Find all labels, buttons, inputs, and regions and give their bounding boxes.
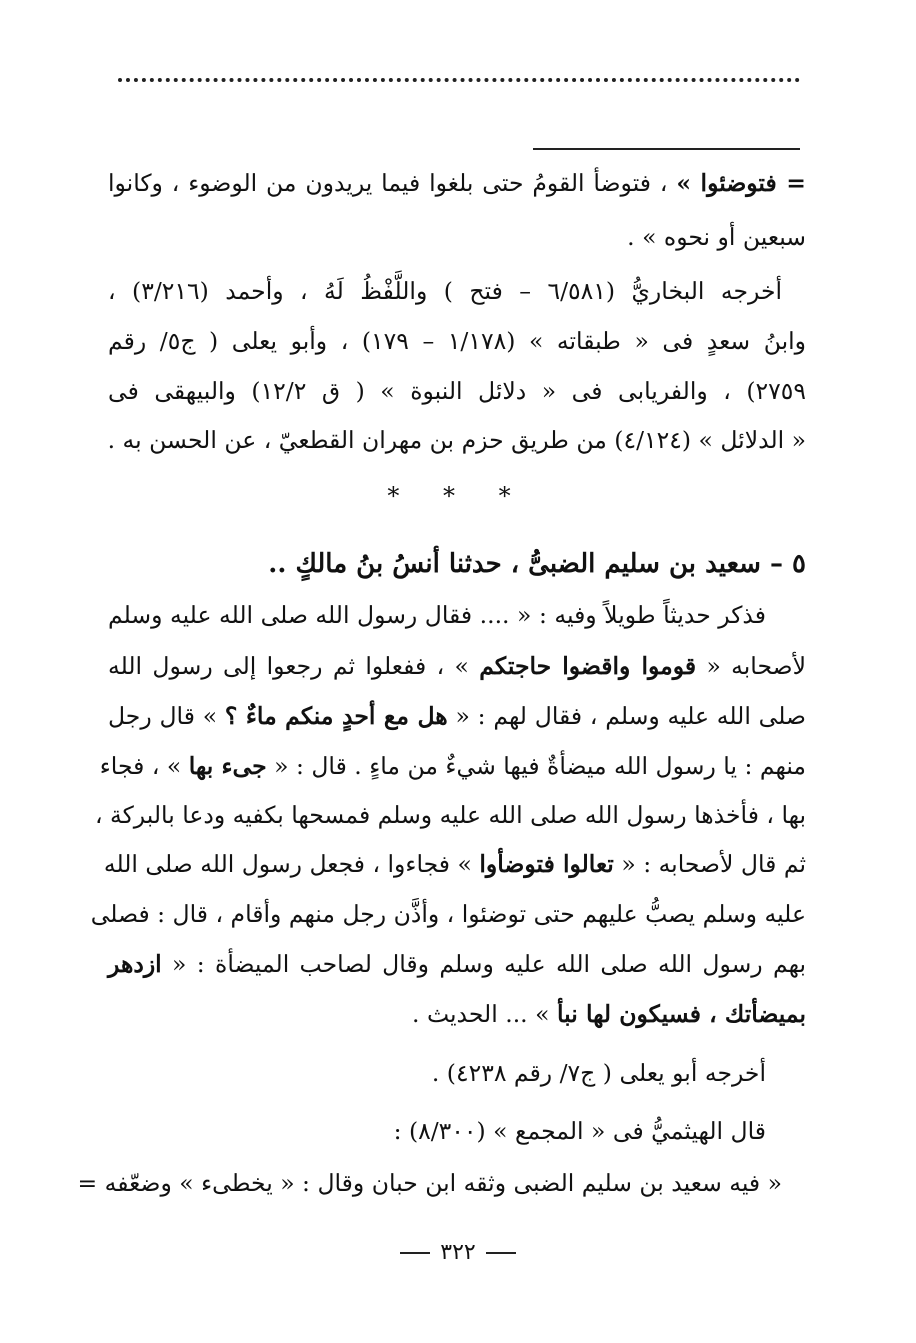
page-footer xyxy=(0,1240,916,1265)
commentary-line: قال الهيثميُّ فى « المجمع » (٨/٣٠٠) : xyxy=(393,1117,766,1145)
takhrij-line: وابنُ سعدٍ فى « طبقاته » (١/١٧٨ – ١٧٩) ، وأبو يعلى ( ج٥/ رقم xyxy=(108,327,806,355)
takhrij-line: « الدلائل » (٤/١٢٤) من طريق حزم بن مهران القطعيّ ، عن الحسن به . xyxy=(107,426,806,454)
body-line: ثم قال لأصحابه : « تعالوا فتوضأوا » فجاءوا ، فجعل رسول الله صلى الله xyxy=(103,850,806,878)
hadith-heading xyxy=(108,549,806,579)
quote-line: « فيه سعيد بن سليم الضبى وثقه ابن حبان وقال : « يخطىء » وضعّفه = xyxy=(77,1169,782,1197)
body-line: فذكر حديثاً طويلاً وفيه : « .... فقال رسول الله صلى الله عليه وسلم xyxy=(108,601,766,629)
section-separator: * * * xyxy=(387,482,529,510)
takhrij-line: أخرجه البخاريُّ (٦/٥٨١ – فتح ) واللَّفْظُ لَهُ ، وأحمد (٣/٢١٦) ، xyxy=(108,277,782,305)
body-line: بهم رسول الله صلى الله عليه وسلم وقال لصاحب الميضأة : « ازدهر xyxy=(108,950,806,978)
body-line: لأصحابه « قوموا واقضوا حاجتكم » ، ففعلوا ثم رجعوا إلى رسول الله xyxy=(108,652,806,680)
footer-dash xyxy=(400,1252,430,1254)
footer-dash xyxy=(486,1252,516,1254)
body-line: صلى الله عليه وسلم ، فقال لهم : « هل مع أحدٍ منكم ماءٌ ؟ » قال رجل xyxy=(108,702,806,730)
page-number: ٣٢٢ xyxy=(440,1240,476,1265)
takhrij-line: ٢٧٥٩) ، والفريابى فى « دلائل النبوة » ( ق ١٢/٢) والبيهقى فى xyxy=(108,377,806,405)
text-line: = فتوضئوا » ، فتوضأ القومُ حتى بلغوا فيما يريدون من الوضوء ، وكانوا xyxy=(108,169,806,197)
hadith-title: سعيد بن سليم الضبىُّ ، حدثنا أنسُ بنُ مالكٍ .. xyxy=(268,549,761,579)
footnote-rule xyxy=(533,148,800,150)
body-line: عليه وسلم يصبُّ عليهم حتى توضئوا ، وأذَّن رجل منهم وأقام ، قال : فصلى xyxy=(90,900,806,928)
takhrij-line: أخرجه أبو يعلى ( ج٧/ رقم ٤٢٣٨) . xyxy=(431,1059,766,1087)
dotted-top-rule xyxy=(118,78,800,82)
body-line: بميضأتك ، فسيكون لها نبأ » ... الحديث . xyxy=(412,1000,806,1028)
body-line: منهم : يا رسول الله ميضأةٌ فيها شيءٌ من ماءٍ . قال : « جىء بها » ، فجاء xyxy=(99,752,806,780)
hadith-number: ٥ – xyxy=(769,549,806,579)
body-line: بها ، فأخذها رسول الله صلى الله عليه وسلم فمسحها بكفيه ودعا بالبركة ، xyxy=(94,801,806,829)
text-line: سبعين أو نحوه » . xyxy=(627,223,806,251)
